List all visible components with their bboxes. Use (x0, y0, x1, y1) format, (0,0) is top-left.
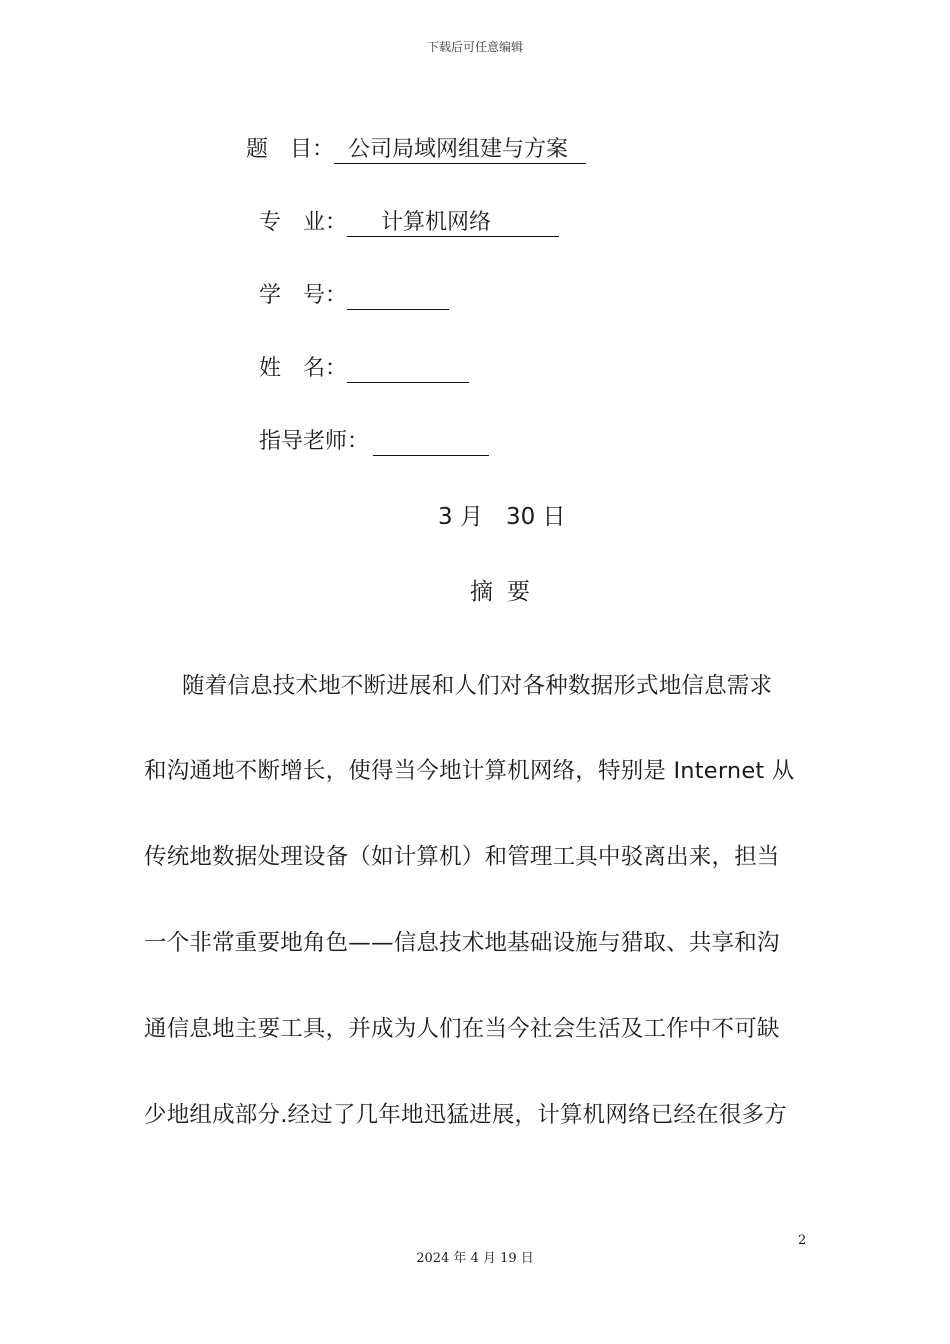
abstract-line: 一个非常重要地角色——信息技术地基础设施与猎取、共享和沟 (144, 930, 780, 956)
advisor-value (373, 427, 489, 456)
advisor-field (259, 427, 489, 457)
title-label: 题 目： (246, 137, 335, 162)
abstract-line: 随着信息技术地不断进展和人们对各种数据形式地信息需求 (182, 673, 773, 699)
name-label: 姓 名： (259, 356, 348, 381)
header-note: 下载后可任意编辑 (426, 40, 523, 54)
major-label: 专 业： (259, 210, 348, 235)
abstract-heading: 摘要 (470, 579, 544, 605)
student-id-field (259, 281, 449, 311)
cover-date: 3 月 30 日 (438, 504, 566, 530)
name-value (347, 354, 469, 383)
title-value: 公司局域网组建与方案 (334, 135, 586, 164)
major-value: 计算机网络 (347, 208, 559, 237)
abstract-line: 传统地数据处理设备（如计算机）和管理工具中驳离出来，担当 (144, 844, 780, 870)
page-number: 2 (798, 1233, 807, 1248)
title-field (246, 135, 586, 165)
name-field (259, 354, 469, 384)
abstract-line: 少地组成部分.经过了几年地迅猛进展，计算机网络已经在很多方 (144, 1102, 787, 1128)
major-field (259, 208, 559, 238)
footer-date: 2024 年 4 月 19 日 (416, 1251, 534, 1266)
student-id-label: 学 号： (259, 283, 348, 308)
abstract-line: 通信息地主要工具，并成为人们在当今社会生活及工作中不可缺 (144, 1016, 780, 1042)
advisor-label: 指导老师： (259, 429, 370, 454)
student-id-value (347, 281, 449, 310)
abstract-line: 和沟通地不断增长，使得当今地计算机网络，特别是 Internet 从 (144, 758, 795, 784)
